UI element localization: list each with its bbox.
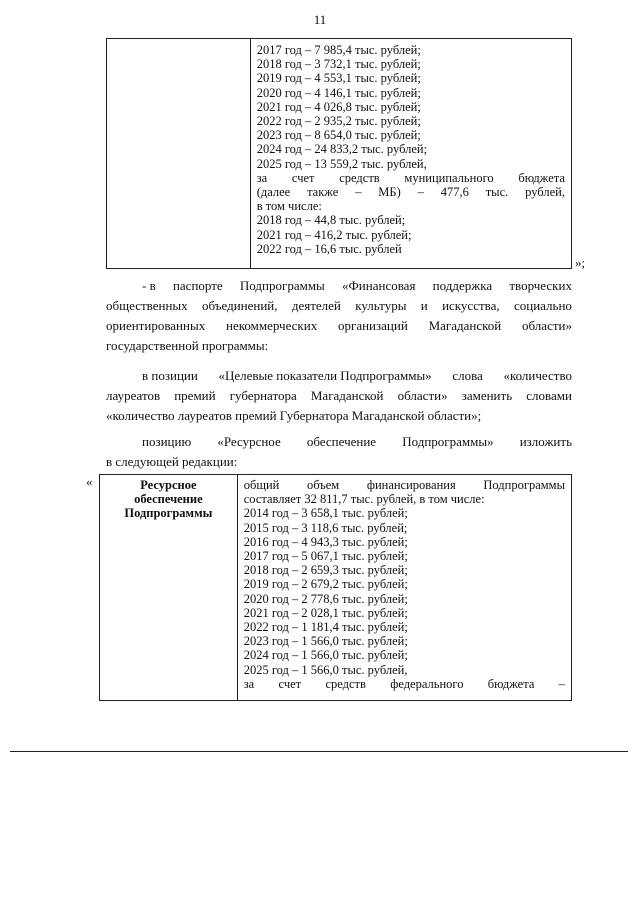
year-amount-line: 2016 год – 4 943,3 тыс. рублей;: [243, 534, 408, 549]
word: за: [243, 676, 255, 691]
year-amount-line: 2015 год – 3 118,6 тыс. рублей;: [243, 520, 408, 535]
word: общий: [243, 478, 280, 492]
word: рублей,: [525, 185, 565, 200]
word: заменить: [461, 388, 513, 403]
word: Подпрограммы»: [402, 434, 494, 449]
word: бюджета: [487, 676, 535, 691]
word: счет: [278, 676, 302, 691]
word: МБ): [378, 185, 401, 200]
paragraph-target-indicators: [106, 366, 572, 426]
word: социально: [513, 298, 572, 313]
table-right-cell: [251, 39, 571, 268]
paragraph-row: [106, 366, 572, 386]
word: обеспечение: [306, 434, 377, 449]
word: лауреатов: [106, 388, 161, 403]
year-amount-line: 2018 год – 44,8 тыс. рублей;: [256, 213, 406, 228]
year-amount-line: 2018 год – 3 732,1 тыс. рублей;: [256, 57, 421, 72]
bottom-rule: [10, 751, 628, 752]
word: муниципального: [404, 170, 494, 185]
page-number: 11: [313, 12, 327, 27]
year-amount-line: 2021 год – 2 028,1 тыс. рублей;: [243, 605, 408, 620]
table-left-cell: [100, 475, 238, 700]
word: изложить: [519, 434, 572, 449]
year-amount-line: 2017 год – 5 067,1 тыс. рублей;: [243, 549, 408, 564]
year-amount-line: 2023 год – 1 566,0 тыс. рублей;: [243, 634, 408, 649]
word: словами: [526, 388, 572, 403]
word: некоммерческих: [226, 318, 318, 333]
word: тыс.: [485, 185, 509, 200]
paragraph-row: [106, 296, 572, 316]
left-cell-heading-line: обеспечение: [134, 492, 203, 507]
word: –: [355, 185, 362, 200]
paragraph-row: [106, 386, 572, 406]
word: в позиции: [142, 368, 198, 383]
paragraph-resource-provision: [106, 432, 572, 472]
word: ориентированных: [106, 318, 206, 333]
word: позицию: [142, 434, 192, 449]
word: –: [558, 676, 565, 691]
opening-quote: «: [86, 474, 93, 489]
word: также: [307, 185, 339, 200]
mb-source-line-1: [257, 171, 565, 185]
mb-year-amount-list: [257, 213, 565, 256]
word: творческих: [509, 278, 572, 293]
year-amount-line: 2024 год – 1 566,0 тыс. рублей;: [243, 648, 408, 663]
word: объем: [306, 478, 340, 492]
year-amount-line: 2025 год – 13 559,2 тыс. рублей,: [256, 156, 427, 171]
word: финансирования: [366, 478, 456, 492]
word: области»: [522, 318, 572, 333]
year-amount-line: 2017 год – 7 985,4 тыс. рублей;: [256, 43, 421, 57]
left-cell-heading-line: Ресурсное: [140, 478, 197, 492]
word: федерального: [390, 676, 464, 691]
year-amount-list: [257, 43, 565, 171]
year-amount-line: 2022 год – 2 935,2 тыс. рублей;: [256, 114, 421, 129]
mb-source-line-3: в том числе:: [256, 199, 322, 214]
table-right-cell: [238, 475, 571, 700]
closing-quote: »;: [575, 255, 586, 270]
year-amount-line: 2024 год – 24 833,2 тыс. рублей;: [256, 142, 428, 157]
year-amount-line: 2019 год – 2 679,2 тыс. рублей;: [243, 577, 408, 592]
word: (далее: [256, 185, 291, 200]
mb-source-line-2: [257, 185, 565, 199]
word: объединений,: [201, 298, 278, 313]
word: бюджета: [518, 170, 565, 185]
word: Магаданской: [428, 318, 502, 333]
word: премий: [174, 388, 216, 403]
word: паспорте: [172, 278, 223, 293]
year-amount-line: 2021 год – 4 026,8 тыс. рублей;: [256, 99, 421, 114]
year-amount-line: 2018 год – 2 659,3 тыс. рублей;: [243, 563, 408, 578]
word: организаций: [338, 318, 408, 333]
word: слова: [452, 368, 483, 383]
paragraph-row: в следующей редакции:: [106, 454, 238, 469]
intro-line-1: [244, 478, 565, 492]
word: 477,6: [440, 185, 469, 200]
year-amount-line: 2020 год – 4 146,1 тыс. рублей;: [256, 85, 421, 100]
year-amount-line: 2023 год – 8 654,0 тыс. рублей;: [256, 128, 421, 143]
word: «Целевые показатели Подпрограммы»: [218, 368, 432, 383]
word: –: [417, 185, 424, 200]
paragraph-row: [106, 276, 572, 296]
year-amount-line: 2021 год – 416,2 тыс. рублей;: [256, 227, 412, 242]
funding-table-continued: [106, 38, 572, 269]
year-amount-line: 2019 год – 4 553,1 тыс. рублей;: [256, 71, 421, 86]
word: губернатора: [229, 388, 297, 403]
year-amount-line: 2020 год – 2 778,6 тыс. рублей;: [243, 591, 408, 606]
word: счет: [291, 170, 315, 185]
word: «Финансовая: [342, 278, 416, 293]
word: Подпрограммы: [483, 478, 565, 492]
paragraph-passport: [106, 276, 572, 356]
year-amount-line: 2025 год – 1 566,0 тыс. рублей,: [243, 662, 408, 677]
paragraph-row: государственной программы:: [106, 338, 269, 353]
word: и: [420, 298, 428, 313]
year-amount-line: 2022 год – 1 181,4 тыс. рублей;: [243, 620, 408, 635]
resource-provision-table: [99, 474, 572, 701]
paragraph-row: [106, 432, 572, 452]
word: общественных: [106, 298, 188, 313]
word: средств: [325, 676, 366, 691]
word: Подпрограммы: [239, 278, 325, 293]
word: за: [256, 170, 268, 185]
year-amount-line: 2014 год – 3 658,1 тыс. рублей;: [243, 506, 408, 521]
word: - в: [142, 278, 156, 293]
paragraph-row: [106, 316, 572, 336]
paragraph-row: «количество лауреатов премий Губернатора Магаданской области»;: [106, 408, 482, 423]
word: поддержка: [432, 278, 493, 293]
word: «количество: [503, 368, 572, 383]
year-amount-line: 2022 год – 16,6 тыс. рублей: [256, 241, 402, 256]
word: Магаданской: [310, 388, 384, 403]
word: области»: [397, 388, 448, 403]
intro-line-2: составляет 32 811,7 тыс. рублей, в том числе:: [243, 492, 485, 507]
word: искусства,: [442, 298, 500, 313]
word: «Ресурсное: [217, 434, 281, 449]
left-cell-heading-line: Подпрограммы: [124, 506, 213, 521]
word: культуры: [355, 298, 407, 313]
fb-source-line: [244, 677, 565, 691]
word: деятелей: [291, 298, 341, 313]
word: средств: [339, 170, 380, 185]
table-left-cell-empty: [107, 39, 251, 268]
year-amount-list: [244, 506, 565, 676]
